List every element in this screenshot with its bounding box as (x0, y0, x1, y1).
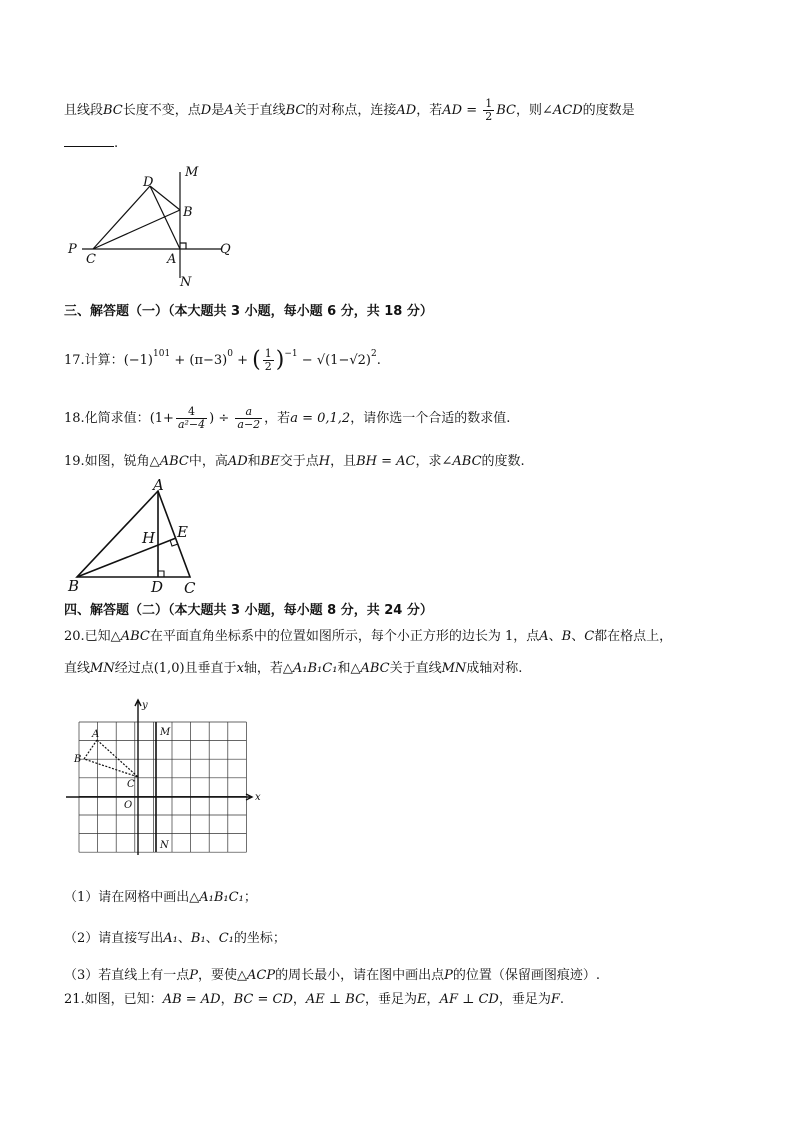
label-m: M (185, 165, 199, 180)
fraction-4-over: $\frac{4}{\text{a²−4}}$ (177, 405, 206, 431)
q20-sub2: （2）请直接写出A₁、B₁、C₁的坐标； (64, 931, 286, 946)
section-3-header: 三、解答题（一）（本大题共 3 小题，每小题 6 分，共 18 分） (64, 304, 433, 319)
label-c: C (184, 579, 196, 597)
label-b: B (74, 754, 82, 765)
section-4-header: 四、解答题（二）（本大题共 3 小题，每小题 8 分，共 24 分） (64, 603, 433, 618)
y-axis-arrow (135, 700, 141, 706)
q20-sub3: （3）若直线上有一点P，要使△ACP的周长最小，请在图中画出点P的位置（保留画图痕迹）. (64, 968, 601, 983)
label-x: x (255, 792, 261, 803)
label-b: B (183, 205, 193, 220)
right-angle-mark-e (170, 540, 178, 546)
q19-text: 19.如图，锐角△ABC中，高AD和BE交于点H，且BH = AC，求∠ABC的度数. (64, 454, 525, 469)
q20-sub1: （1）请在网格中画出△A₁B₁C₁； (64, 890, 257, 905)
label-b: B (68, 577, 80, 595)
x-axis-arrow (246, 794, 252, 800)
segment-cb (93, 210, 180, 249)
label-o: O (124, 800, 133, 811)
answer-blank (64, 146, 114, 147)
segment-cd (93, 186, 150, 249)
label-c: C (127, 779, 135, 790)
q21-text: 21.如图，已知：AB = AD，BC = CD，AE ⊥ BC，垂足为E，AF ⊥ CD，垂足为F. (64, 992, 565, 1007)
q16-answer-blank: . (64, 134, 118, 154)
label-h: H (142, 529, 156, 547)
label-m: M (160, 727, 171, 738)
right-angle-mark (180, 243, 186, 249)
label-n: N (160, 840, 169, 851)
label-a: A (92, 729, 100, 740)
label-e: E (177, 523, 188, 541)
q20-line1: 20.已知△ABC在平面直角坐标系中的位置如图所示，每个小正方形的边长为 1，点A、B、C都在格点上， (64, 629, 673, 644)
label-y: y (142, 700, 148, 711)
right-angle-mark-d (158, 571, 164, 577)
label-d: D (151, 578, 164, 596)
label-d: D (143, 175, 154, 190)
segment-da (150, 186, 180, 249)
label-a: A (153, 476, 164, 494)
segment-db (150, 186, 180, 210)
label-n: N (180, 275, 192, 290)
q18-text: 18.化简求值：(1+ $\frac{4}{\text{a²−4}}$ ) ÷ $\frac{a}{a-2}$ ，若a = 0,1,2，请你选一个合适的数求值. (64, 405, 511, 431)
altitude-be (77, 538, 176, 577)
fraction-half: $\frac{1}{2}$ (485, 97, 493, 123)
q16-text: 且线段BC长度不变，点D是A关于直线BC的对称点，连接AD，若AD = $\frac{1}{2}$ BC，则∠ACD的度数是 (64, 97, 635, 123)
triangle-abc (84, 740, 138, 777)
label-a: A (167, 252, 177, 267)
label-c: C (86, 252, 96, 267)
label-p: P (68, 242, 77, 257)
q17-text: 17.计算：$(-1)^{101} + (\pi-3)^0$ + ( $\frac{1}{2}$ )$^{-1} - √(1-√2)^2$. (64, 347, 381, 373)
q20-line2: 直线MN经过点(1,0)且垂直于x轴，若△A₁B₁C₁和△ABC关于直线MN成轴对称. (64, 661, 523, 676)
label-q: Q (220, 242, 231, 257)
fraction-half: $\frac{1}{2}$ (264, 347, 272, 373)
fraction-a-over: $\frac{a}{a-2}$ (237, 405, 261, 431)
triangle-abc (77, 491, 190, 577)
